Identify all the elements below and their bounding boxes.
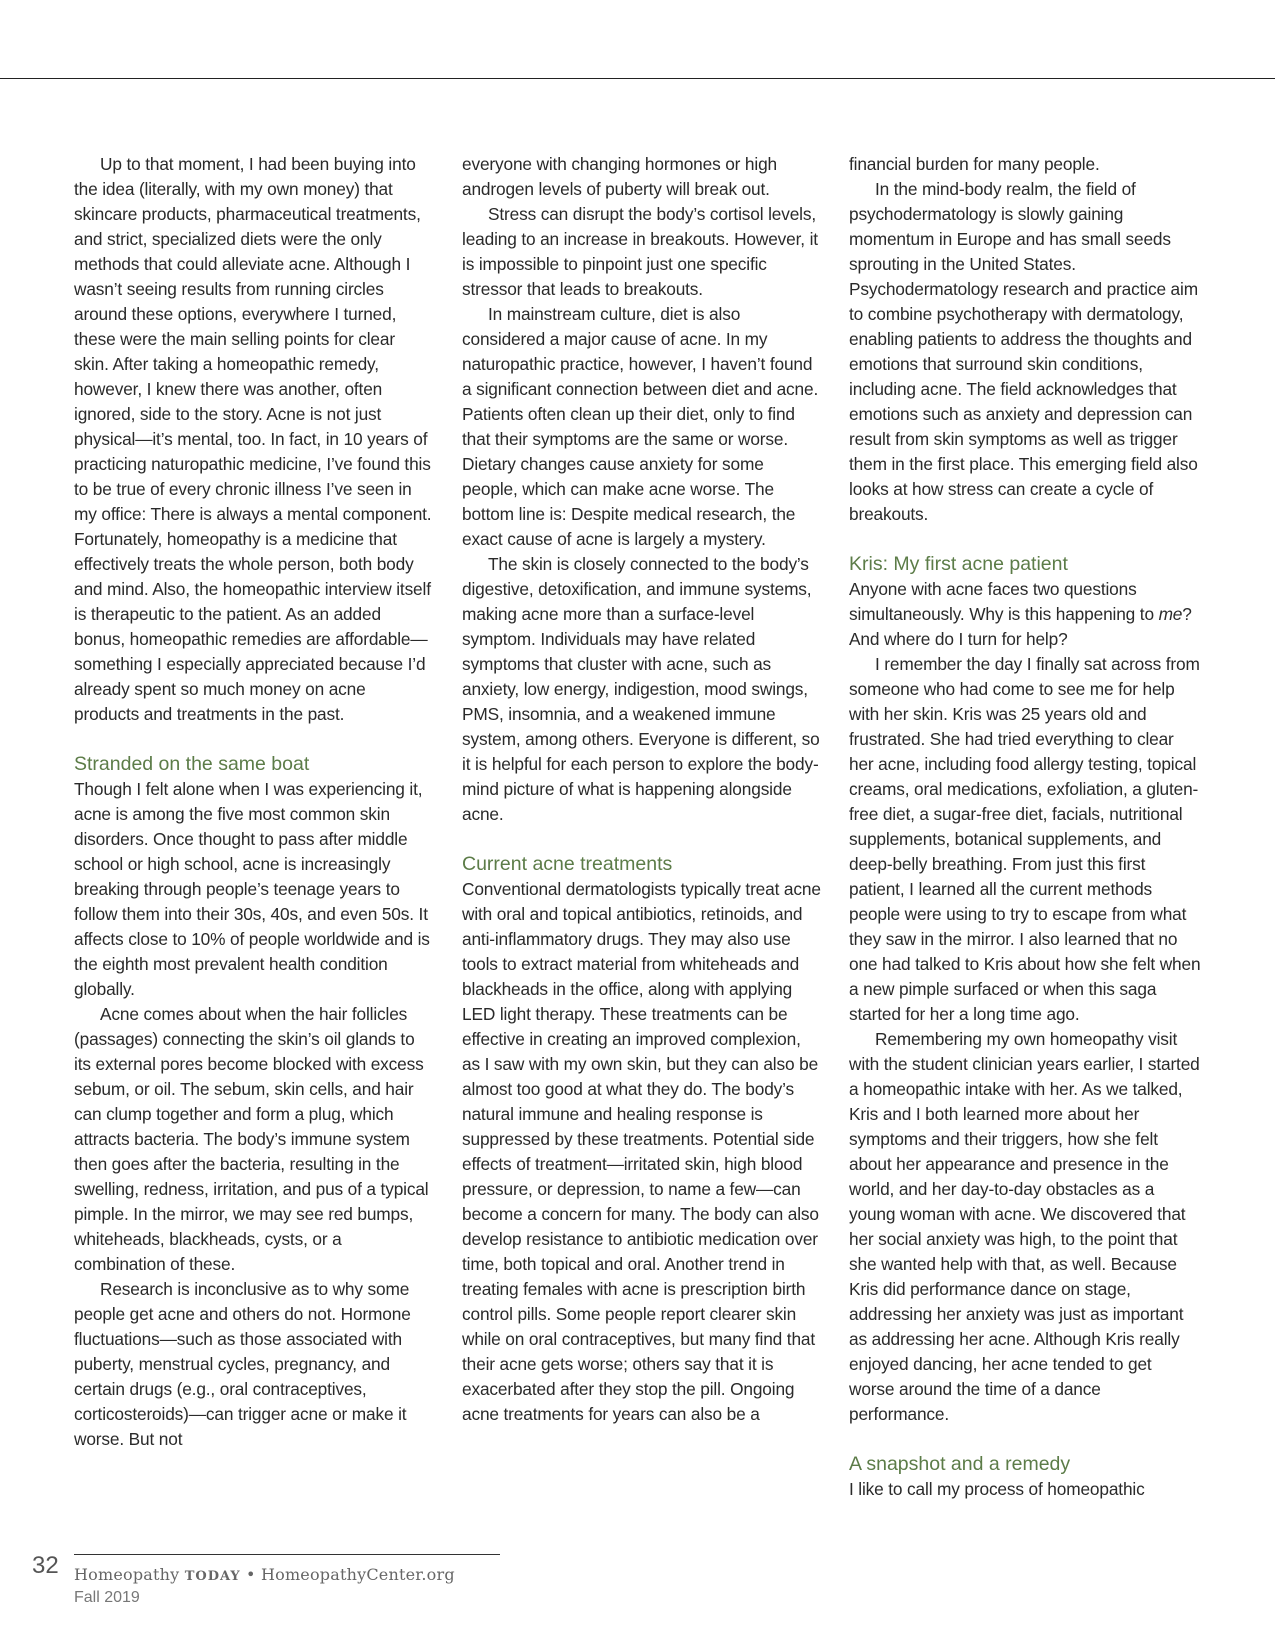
paragraph: everyone with changing hormones or high androgen levels of puberty will break out. [462,154,778,199]
footer-publication [74,1565,455,1584]
footer-separator: • [246,1565,256,1584]
paragraph: In the mind-body realm, the field of psychodermatology is slowly gaining momentum in Europe and has small seeds sprouting in the United States. Psychodermatology research and practice aim to combine psychotherapy with dermatology, enabling patients to address the thoughts and emotions that surround skin conditions, including acne. The field acknowledges that emotions such as anxiety and depression can result from skin symptoms as well as trigger them in the first place. This emerging field also looks at how stress can create a cycle of breakouts. [849,179,1198,524]
footer-website: HomeopathyCenter.org [260,1565,455,1584]
paragraph: I like to call my process of homeopathic [849,1479,1145,1499]
paragraph: The skin is closely connected to the body’s digestive, detoxification, and immune systems, making acne more than a surface-level symptom. Individuals may have related symptoms that cluster with acne, such as anxiety, low energy, indigestion, mood swings, PMS, insomnia, and a weakened immune system, among others. Everyone is different, so it is helpful for each person to explore the body-mind picture of what is happening alongside acne. [462,554,820,824]
paragraph: Remembering my own homeopathy visit with the student clinician years earlier, I started a homeopathic intake with her. As we talked, Kris and I both learned more about her symptoms and their triggers, how she felt about her appearance and presence in the world, and her day-to-day obstacles as a young woman with acne. We discovered that her social anxiety was high, to the point that she wanted help with that, as well. Because Kris did performance dance on stage, addressing her anxiety was just as important as addressing her acne. Although Kris really enjoyed dancing, her acne tended to get worse around the time of a dance performance. [849,1029,1200,1424]
paragraph: I remember the day I finally sat across from someone who had come to see me for help with her skin. Kris was 25 years old and frustrated. She had tried everything to clear her acne, including food allergy testing, topical creams, oral medications, exfoliation, a gluten-free diet, a sugar-free diet, facials, nutritional supplements, botanical supplements, and deep-belly breathing. From just this first patient, I learned all the current methods people were using to try to escape from what they saw in the mirror. I also learned that no one had talked to Kris about how she felt when a new pimple surfaced or when this saga started for her a long time ago. [849,654,1201,1024]
paragraph [849,577,1201,652]
paragraph: Research is inconclusive as to why some people get acne and others do not. Hormone fluctuations—such as those associated with puberty, menstrual cycles, pregnancy, and certain drugs (e.g., oral contraceptives, corticosteroids)—can trigger acne or make it worse. But not [74,1279,411,1449]
paragraph: Conventional dermatologists typically treat acne with oral and topical antibiotics, retinoids, and anti-inflammatory drugs. They may also use tools to extract material from whiteheads and blackheads in the office, along with applying LED light therapy. These treatments can be effective in creating an improved complexion, as I saw with my own skin, but they can also be almost too good at what they do. The body’s natural immune and healing response is suppressed by these treatments. Potential side effects of treatment—irritated skin, high blood pressure, or depression, to name a few—can become a concern for many. The body can also develop resistance to antibiotic medication over time, both topical and oral. Another trend in treating females with acne is prescription birth control pills. Some people report clearer skin while on oral contraceptives, but many find that their acne gets worse; others say that it is exacerbated after they stop the pill. Ongoing acne treatments for years can also be a [462,879,821,1424]
column-1 [74,152,434,1452]
section-heading-kris: Kris: My first acne patient [849,553,1068,575]
section-heading-snapshot: A snapshot and a remedy [849,1453,1071,1475]
section-heading-current-treatments: Current acne treatments [462,853,673,875]
brand-today: TODAY [184,1569,241,1584]
paragraph: Stress can disrupt the body’s cortisol levels, leading to an increase in breakouts. However, it is impossible to pinpoint just one specific stressor that leads to breakouts. [462,204,818,299]
issue-date: Fall 2019 [74,1589,140,1606]
section-heading-stranded: Stranded on the same boat [74,753,310,775]
paragraph: In mainstream culture, diet is also considered a major cause of acne. In my naturopathic practice, however, I haven’t found a significant connection between diet and acne. Patients often clean up their diet, only to find that their symptoms are the same or worse. Dietary changes cause anxiety for some people, which can make acne worse. The bottom line is: Despite medical research, the exact cause of acne is largely a mystery. [462,304,819,549]
paragraph: Up to that moment, I had been buying into the idea (literally, with my own money) that skincare products, pharmaceutical treatments, and strict, specialized diets were the only methods that could alleviate acne. Although I wasn’t seeing results from running circles around these options, everywhere I turned, these were the main selling points for clear skin. After taking a homeopathic remedy, however, I knew there was another, often ignored, side to the story. Acne is not just physical—it’s mental, too. In fact, in 10 years of practicing naturopathic medicine, I’ve found this to be true of every chronic illness I’ve seen in my office: There is always a mental component. Fortunately, homeopathy is a medicine that effectively treats the whole person, both body and mind. Also, the homeopathic interview itself is therapeutic to the patient. As an added bonus, homeopathic remedies are affordable—something I especially appreciated because I’d already spent so much money on acne products and treatments in the past. [74,154,432,724]
header-rule [0,78,1275,79]
paragraph-text: Anyone with acne faces two questions simultaneously. Why is this happening to [849,579,1159,624]
paragraph: Acne comes about when the hair follicles (passages) connecting the skin’s oil glands to its external pores become blocked with excess sebum, or oil. The sebum, skin cells, and hair can clump together and form a plug, which attracts bacteria. The body’s immune system then goes after the bacteria, resulting in the swelling, redness, irritation, and pus of a typical pimple. In the mirror, we may see red bumps, whiteheads, blackheads, cysts, or a combination of these. [74,1004,429,1274]
column-3 [849,152,1201,1502]
footer-rule [74,1554,500,1555]
emphasis-text: me [1158,604,1183,624]
paragraph: financial burden for many people. [849,154,1100,174]
paragraph-text: ? And where do I turn for help? [849,604,1192,649]
column-2 [462,152,822,1427]
paragraph: Though I felt alone when I was experiencing it, acne is among the five most common skin disorders. Once thought to pass after middle school or high school, acne is increasingly breaking through people’s teenage years to follow them into their 30s, 40s, and even 50s. It affects close to 10% of people worldwide and is the eighth most prevalent health condition globally. [74,779,430,999]
page-number: 32 [32,1552,59,1579]
brand-name: Homeopathy [74,1565,180,1584]
